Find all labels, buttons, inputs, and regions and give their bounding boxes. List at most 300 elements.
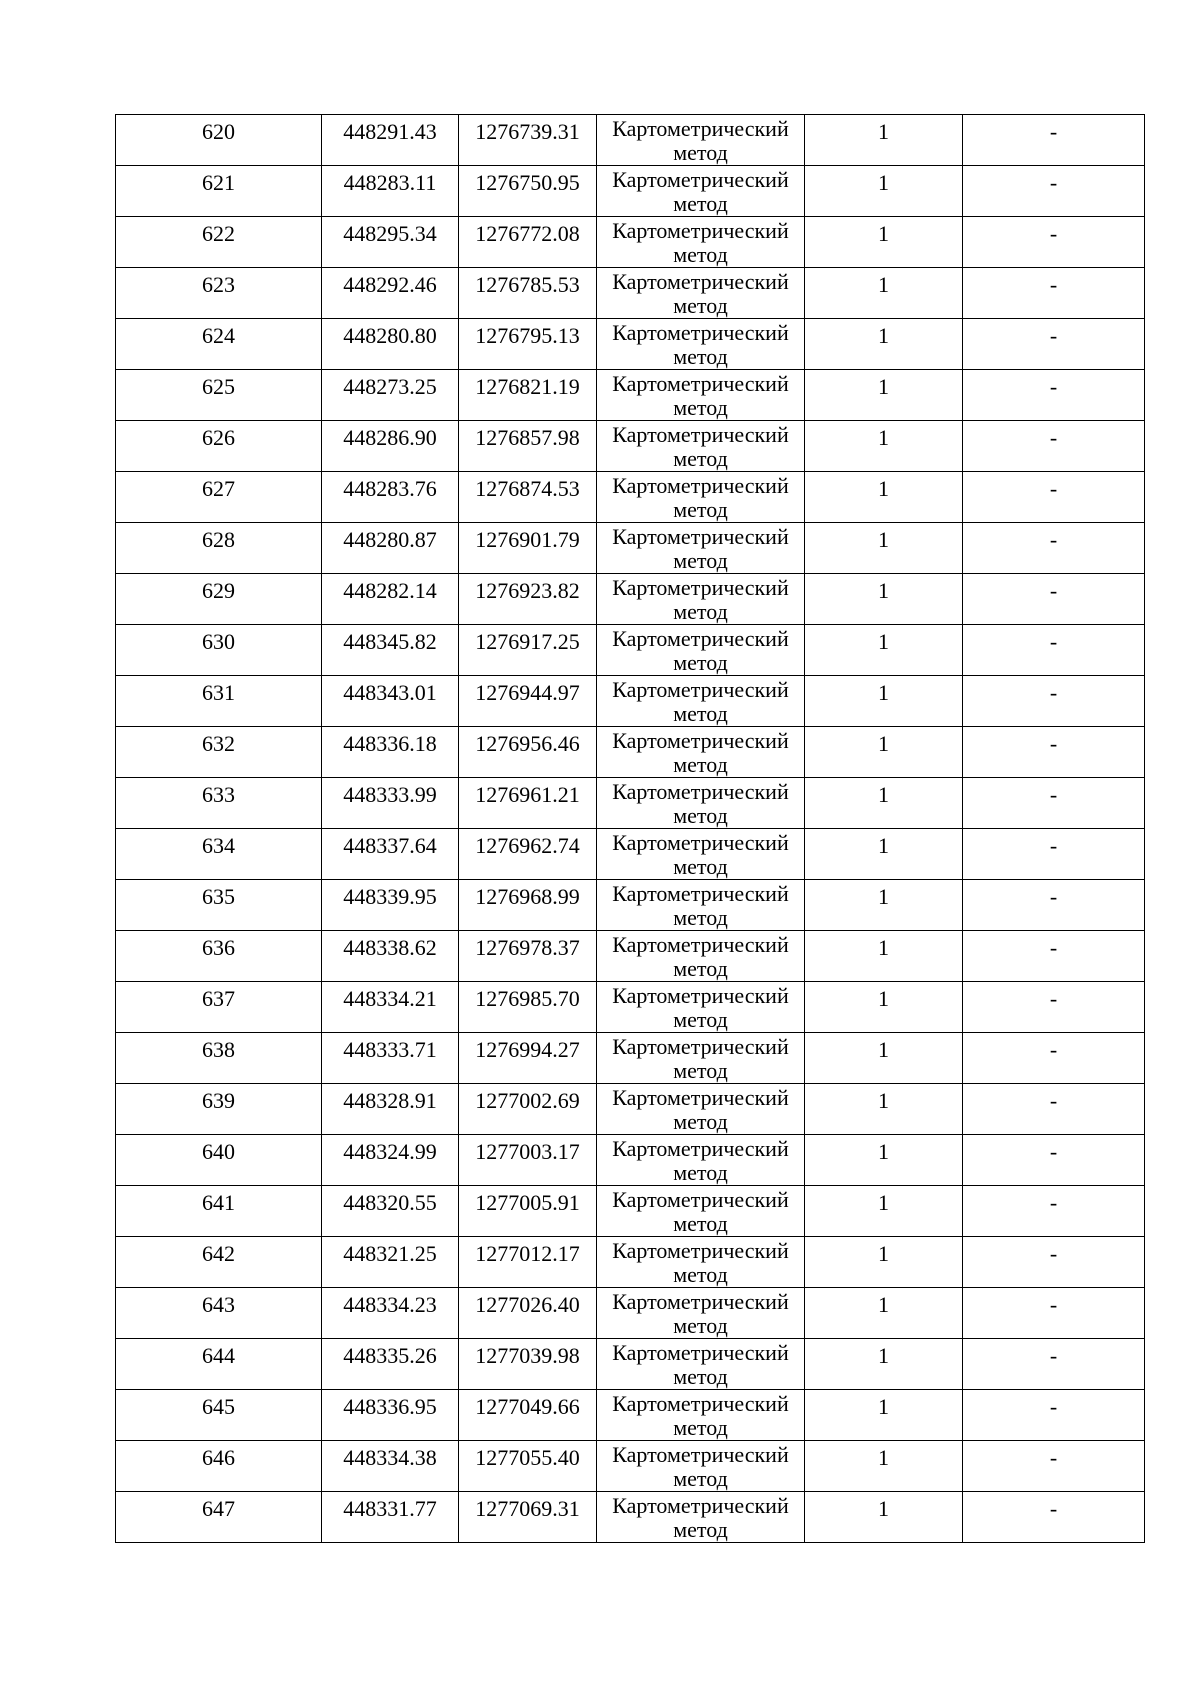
accuracy-value: 1 (878, 1292, 889, 1317)
accuracy-cell (805, 1033, 963, 1084)
table-row (116, 574, 1145, 625)
note-value: - (1049, 1139, 1058, 1164)
point-number-cell (116, 1135, 322, 1186)
method-line-2: метод (673, 395, 728, 420)
method-line-2: метод (673, 650, 728, 675)
point-number: 630 (202, 629, 235, 654)
point-number-cell (116, 1492, 322, 1543)
note-value: - (1049, 833, 1058, 858)
note-value: - (1049, 986, 1058, 1011)
accuracy-cell (805, 982, 963, 1033)
y-coordinate-cell (459, 829, 597, 880)
method-line-1: Картометрический (612, 1442, 789, 1467)
y-coordinate: 1277049.66 (475, 1394, 580, 1419)
x-coordinate: 448333.71 (343, 1037, 437, 1062)
point-number: 632 (202, 731, 235, 756)
note-cell (963, 115, 1145, 166)
x-coordinate-cell (322, 217, 459, 268)
y-coordinate-cell (459, 1339, 597, 1390)
note-value: - (1049, 1241, 1058, 1266)
method-line-2: метод (673, 1517, 728, 1542)
note-value: - (1049, 425, 1058, 450)
x-coordinate: 448280.87 (343, 527, 437, 552)
table-row (116, 370, 1145, 421)
table-row (116, 829, 1145, 880)
method-line-2: метод (673, 1058, 728, 1083)
x-coordinate: 448291.43 (343, 119, 437, 144)
table-row (116, 676, 1145, 727)
point-number-cell (116, 727, 322, 778)
y-coordinate-cell (459, 982, 597, 1033)
x-coordinate: 448295.34 (343, 221, 437, 246)
accuracy-value: 1 (878, 782, 889, 807)
x-coordinate-cell (322, 1084, 459, 1135)
method-line-2: метод (673, 140, 728, 165)
point-number-cell (116, 472, 322, 523)
x-coordinate: 448321.25 (343, 1241, 437, 1266)
method-line-2: метод (673, 191, 728, 216)
note-value: - (1049, 170, 1058, 195)
x-coordinate-cell (322, 166, 459, 217)
point-number-cell (116, 1288, 322, 1339)
note-value: - (1049, 527, 1058, 552)
x-coordinate: 448292.46 (343, 272, 437, 297)
x-coordinate-cell (322, 472, 459, 523)
accuracy-value: 1 (878, 170, 889, 195)
note-cell (963, 880, 1145, 931)
point-number: 635 (202, 884, 235, 909)
table-row (116, 1288, 1145, 1339)
y-coordinate: 1276874.53 (475, 476, 580, 501)
method-cell (597, 829, 805, 880)
note-cell (963, 523, 1145, 574)
method-line-1: Картометрический (612, 1136, 789, 1161)
y-coordinate-cell (459, 1492, 597, 1543)
method-cell (597, 523, 805, 574)
method-line-2: метод (673, 905, 728, 930)
accuracy-value: 1 (878, 1496, 889, 1521)
accuracy-cell (805, 421, 963, 472)
note-cell (963, 370, 1145, 421)
method-cell (597, 625, 805, 676)
note-value: - (1049, 1190, 1058, 1215)
point-number: 639 (202, 1088, 235, 1113)
method-line-2: метод (673, 1364, 728, 1389)
accuracy-value: 1 (878, 1394, 889, 1419)
y-coordinate: 1277055.40 (475, 1445, 580, 1470)
note-value: - (1049, 1496, 1058, 1521)
y-coordinate-cell (459, 1237, 597, 1288)
method-line-2: метод (673, 752, 728, 777)
point-number: 647 (202, 1496, 235, 1521)
note-value: - (1049, 884, 1058, 909)
method-line-1: Картометрический (612, 116, 789, 141)
point-number-cell (116, 1441, 322, 1492)
x-coordinate-cell (322, 1339, 459, 1390)
accuracy-cell (805, 1135, 963, 1186)
y-coordinate: 1276994.27 (475, 1037, 580, 1062)
point-number-cell (116, 217, 322, 268)
method-line-1: Картометрический (612, 575, 789, 600)
y-coordinate: 1277003.17 (475, 1139, 580, 1164)
accuracy-value: 1 (878, 884, 889, 909)
y-coordinate: 1276857.98 (475, 425, 580, 450)
point-number-cell (116, 880, 322, 931)
y-coordinate: 1277026.40 (475, 1292, 580, 1317)
x-coordinate: 448333.99 (343, 782, 437, 807)
point-number: 629 (202, 578, 235, 603)
note-cell (963, 1237, 1145, 1288)
accuracy-value: 1 (878, 221, 889, 246)
x-coordinate: 448280.80 (343, 323, 437, 348)
note-cell (963, 829, 1145, 880)
method-cell (597, 1237, 805, 1288)
accuracy-cell (805, 217, 963, 268)
accuracy-value: 1 (878, 425, 889, 450)
accuracy-value: 1 (878, 1139, 889, 1164)
accuracy-cell (805, 1288, 963, 1339)
table-row (116, 1390, 1145, 1441)
method-line-2: метод (673, 1415, 728, 1440)
method-cell (597, 1084, 805, 1135)
point-number-cell (116, 370, 322, 421)
note-cell (963, 166, 1145, 217)
method-line-1: Картометрический (612, 1085, 789, 1110)
method-line-1: Картометрический (612, 320, 789, 345)
note-value: - (1049, 1343, 1058, 1368)
point-number: 633 (202, 782, 235, 807)
y-coordinate-cell (459, 676, 597, 727)
x-coordinate-cell (322, 574, 459, 625)
method-cell (597, 370, 805, 421)
y-coordinate-cell (459, 1390, 597, 1441)
method-cell (597, 115, 805, 166)
x-coordinate: 448339.95 (343, 884, 437, 909)
point-number-cell (116, 115, 322, 166)
method-line-2: метод (673, 1109, 728, 1134)
note-value: - (1049, 323, 1058, 348)
method-line-2: метод (673, 497, 728, 522)
method-line-2: метод (673, 1313, 728, 1338)
point-number-cell (116, 1390, 322, 1441)
accuracy-cell (805, 727, 963, 778)
point-number: 645 (202, 1394, 235, 1419)
table-row (116, 625, 1145, 676)
y-coordinate-cell (459, 370, 597, 421)
x-coordinate: 448338.62 (343, 935, 437, 960)
accuracy-cell (805, 1237, 963, 1288)
method-line-2: метод (673, 1466, 728, 1491)
point-number: 642 (202, 1241, 235, 1266)
method-cell (597, 982, 805, 1033)
table-row (116, 1033, 1145, 1084)
accuracy-cell (805, 931, 963, 982)
x-coordinate-cell (322, 778, 459, 829)
method-line-2: метод (673, 1211, 728, 1236)
note-cell (963, 1135, 1145, 1186)
point-number-cell (116, 1339, 322, 1390)
accuracy-cell (805, 880, 963, 931)
method-line-1: Картометрический (612, 524, 789, 549)
x-coordinate: 448320.55 (343, 1190, 437, 1215)
note-value: - (1049, 629, 1058, 654)
accuracy-cell (805, 574, 963, 625)
x-coordinate-cell (322, 421, 459, 472)
y-coordinate-cell (459, 268, 597, 319)
point-number-cell (116, 982, 322, 1033)
method-cell (597, 1135, 805, 1186)
point-number: 638 (202, 1037, 235, 1062)
table-row (116, 472, 1145, 523)
y-coordinate: 1277002.69 (475, 1088, 580, 1113)
y-coordinate-cell (459, 1084, 597, 1135)
method-cell (597, 217, 805, 268)
y-coordinate: 1276750.95 (475, 170, 580, 195)
note-value: - (1049, 374, 1058, 399)
x-coordinate-cell (322, 727, 459, 778)
y-coordinate-cell (459, 625, 597, 676)
method-line-2: метод (673, 599, 728, 624)
accuracy-cell (805, 319, 963, 370)
method-line-1: Картометрический (612, 269, 789, 294)
table-row (116, 1339, 1145, 1390)
accuracy-value: 1 (878, 986, 889, 1011)
point-number: 634 (202, 833, 235, 858)
accuracy-value: 1 (878, 629, 889, 654)
note-cell (963, 1084, 1145, 1135)
point-number: 624 (202, 323, 235, 348)
y-coordinate: 1276917.25 (475, 629, 580, 654)
method-line-1: Картометрический (612, 167, 789, 192)
y-coordinate-cell (459, 1186, 597, 1237)
x-coordinate-cell (322, 625, 459, 676)
note-cell (963, 625, 1145, 676)
note-cell (963, 676, 1145, 727)
y-coordinate-cell (459, 166, 597, 217)
y-coordinate-cell (459, 880, 597, 931)
note-value: - (1049, 680, 1058, 705)
accuracy-value: 1 (878, 1241, 889, 1266)
method-line-2: метод (673, 1160, 728, 1185)
accuracy-value: 1 (878, 1037, 889, 1062)
accuracy-cell (805, 115, 963, 166)
point-number-cell (116, 574, 322, 625)
table-row (116, 727, 1145, 778)
note-cell (963, 778, 1145, 829)
x-coordinate-cell (322, 1441, 459, 1492)
x-coordinate-cell (322, 319, 459, 370)
point-number: 623 (202, 272, 235, 297)
point-number-cell (116, 1186, 322, 1237)
table-row (116, 1441, 1145, 1492)
note-value: - (1049, 578, 1058, 603)
x-coordinate: 448273.25 (343, 374, 437, 399)
note-value: - (1049, 221, 1058, 246)
table-row (116, 1186, 1145, 1237)
note-cell (963, 1441, 1145, 1492)
note-value: - (1049, 1088, 1058, 1113)
x-coordinate-cell (322, 1186, 459, 1237)
accuracy-value: 1 (878, 1190, 889, 1215)
accuracy-cell (805, 1339, 963, 1390)
x-coordinate-cell (322, 1237, 459, 1288)
x-coordinate-cell (322, 523, 459, 574)
y-coordinate-cell (459, 1033, 597, 1084)
point-number: 636 (202, 935, 235, 960)
table-row (116, 1237, 1145, 1288)
x-coordinate: 448337.64 (343, 833, 437, 858)
point-number: 631 (202, 680, 235, 705)
y-coordinate-cell (459, 1135, 597, 1186)
point-number-cell (116, 319, 322, 370)
y-coordinate-cell (459, 778, 597, 829)
y-coordinate: 1277012.17 (475, 1241, 580, 1266)
y-coordinate: 1276968.99 (475, 884, 580, 909)
table-row (116, 421, 1145, 472)
method-line-1: Картометрический (612, 932, 789, 957)
table-row (116, 880, 1145, 931)
method-line-2: метод (673, 701, 728, 726)
point-number-cell (116, 166, 322, 217)
note-cell (963, 421, 1145, 472)
method-line-1: Картометрический (612, 881, 789, 906)
table-row (116, 1492, 1145, 1543)
table-row (116, 778, 1145, 829)
table-row (116, 1084, 1145, 1135)
coordinates-table (115, 114, 1145, 1543)
method-cell (597, 1339, 805, 1390)
table-row (116, 319, 1145, 370)
method-cell (597, 1186, 805, 1237)
note-cell (963, 727, 1145, 778)
method-cell (597, 778, 805, 829)
note-cell (963, 931, 1145, 982)
x-coordinate-cell (322, 1033, 459, 1084)
y-coordinate: 1277005.91 (475, 1190, 580, 1215)
accuracy-cell (805, 370, 963, 421)
x-coordinate-cell (322, 1288, 459, 1339)
y-coordinate-cell (459, 115, 597, 166)
table-row (116, 523, 1145, 574)
method-line-2: метод (673, 242, 728, 267)
note-value: - (1049, 731, 1058, 756)
accuracy-value: 1 (878, 935, 889, 960)
accuracy-cell (805, 1441, 963, 1492)
y-coordinate: 1276961.21 (475, 782, 580, 807)
note-cell (963, 1288, 1145, 1339)
y-coordinate-cell (459, 727, 597, 778)
table-row (116, 931, 1145, 982)
point-number: 640 (202, 1139, 235, 1164)
x-coordinate: 448331.77 (343, 1496, 437, 1521)
y-coordinate: 1276944.97 (475, 680, 580, 705)
note-value: - (1049, 782, 1058, 807)
accuracy-cell (805, 778, 963, 829)
method-cell (597, 1441, 805, 1492)
y-coordinate-cell (459, 523, 597, 574)
method-line-2: метод (673, 1007, 728, 1032)
y-coordinate: 1276821.19 (475, 374, 580, 399)
method-cell (597, 421, 805, 472)
point-number: 622 (202, 221, 235, 246)
y-coordinate-cell (459, 421, 597, 472)
method-line-1: Картометрический (612, 1391, 789, 1416)
method-cell (597, 1288, 805, 1339)
x-coordinate-cell (322, 829, 459, 880)
accuracy-value: 1 (878, 833, 889, 858)
method-cell (597, 1033, 805, 1084)
note-cell (963, 319, 1145, 370)
point-number-cell (116, 1033, 322, 1084)
note-value: - (1049, 1394, 1058, 1419)
note-cell (963, 472, 1145, 523)
method-cell (597, 268, 805, 319)
y-coordinate-cell (459, 931, 597, 982)
point-number-cell (116, 625, 322, 676)
note-cell (963, 1186, 1145, 1237)
y-coordinate: 1276985.70 (475, 986, 580, 1011)
method-cell (597, 880, 805, 931)
x-coordinate: 448334.21 (343, 986, 437, 1011)
accuracy-cell (805, 625, 963, 676)
x-coordinate-cell (322, 1135, 459, 1186)
note-value: - (1049, 1445, 1058, 1470)
accuracy-value: 1 (878, 272, 889, 297)
accuracy-cell (805, 268, 963, 319)
note-cell (963, 1390, 1145, 1441)
accuracy-cell (805, 829, 963, 880)
accuracy-value: 1 (878, 578, 889, 603)
point-number-cell (116, 676, 322, 727)
point-number: 637 (202, 986, 235, 1011)
method-line-2: метод (673, 854, 728, 879)
method-cell (597, 574, 805, 625)
y-coordinate: 1276956.46 (475, 731, 580, 756)
x-coordinate-cell (322, 880, 459, 931)
x-coordinate: 448335.26 (343, 1343, 437, 1368)
method-line-1: Картометрический (612, 1238, 789, 1263)
x-coordinate: 448345.82 (343, 629, 437, 654)
y-coordinate-cell (459, 574, 597, 625)
accuracy-cell (805, 166, 963, 217)
y-coordinate: 1276739.31 (475, 119, 580, 144)
method-line-1: Картометрический (612, 422, 789, 447)
table-row (116, 1135, 1145, 1186)
table-body (116, 115, 1145, 1543)
table-row (116, 166, 1145, 217)
note-value: - (1049, 1037, 1058, 1062)
method-cell (597, 472, 805, 523)
y-coordinate: 1276772.08 (475, 221, 580, 246)
y-coordinate-cell (459, 217, 597, 268)
y-coordinate-cell (459, 472, 597, 523)
note-value: - (1049, 935, 1058, 960)
x-coordinate-cell (322, 268, 459, 319)
method-line-2: метод (673, 1262, 728, 1287)
accuracy-cell (805, 676, 963, 727)
method-cell (597, 1390, 805, 1441)
method-line-1: Картометрический (612, 371, 789, 396)
method-line-1: Картометрический (612, 1493, 789, 1518)
point-number: 626 (202, 425, 235, 450)
accuracy-value: 1 (878, 731, 889, 756)
point-number: 643 (202, 1292, 235, 1317)
table-row (116, 115, 1145, 166)
accuracy-value: 1 (878, 476, 889, 501)
method-line-2: метод (673, 548, 728, 573)
accuracy-cell (805, 1390, 963, 1441)
x-coordinate-cell (322, 676, 459, 727)
